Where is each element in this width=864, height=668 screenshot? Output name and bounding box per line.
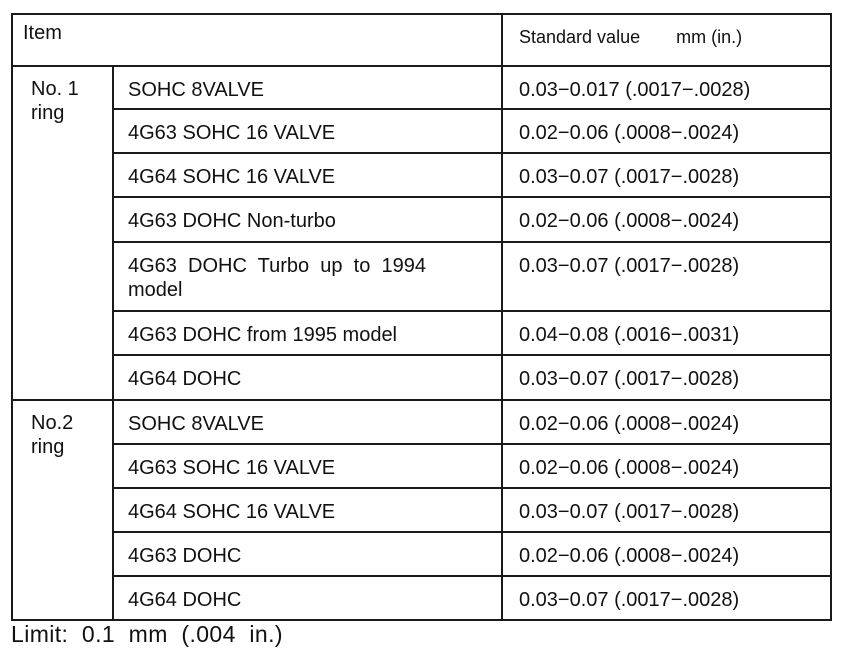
table-row xyxy=(12,311,831,355)
header-unit-label: mm (in.) xyxy=(676,27,743,47)
table-row xyxy=(12,532,831,576)
table-row xyxy=(12,400,831,444)
item-cell: 4G64 DOHC xyxy=(113,576,502,620)
item-cell: 4G64 SOHC 16 VALVE xyxy=(113,153,502,197)
table-row xyxy=(12,576,831,620)
group-label-line2: ring xyxy=(31,102,65,124)
group-label-no2-ring xyxy=(12,400,113,620)
item-cell xyxy=(113,242,502,311)
header-item: Item xyxy=(12,14,502,66)
group-label-line1: No. 1 xyxy=(31,78,79,100)
limit-note: Limit: 0.1 mm (.004 in.) xyxy=(11,621,283,647)
table-row xyxy=(12,197,831,242)
group-label-no1-ring xyxy=(12,66,113,400)
value-cell: 0.03−0.07 (.0017−.0028) xyxy=(502,488,831,532)
item-cell: 4G63 DOHC from 1995 model xyxy=(113,311,502,355)
value-cell: 0.02−0.06 (.0008−.0024) xyxy=(502,532,831,576)
group-label-line2: ring xyxy=(31,436,65,458)
table-row xyxy=(12,153,831,197)
group-label-line1: No.2 xyxy=(31,412,74,434)
item-line2: model xyxy=(128,279,183,301)
table-row xyxy=(12,444,831,488)
value-cell: 0.03−0.07 (.0017−.0028) xyxy=(502,153,831,197)
item-cell: 4G63 DOHC xyxy=(113,532,502,576)
value-cell: 0.03−0.017 (.0017−.0028) xyxy=(502,66,831,109)
value-cell: 0.03−0.07 (.0017−.0028) xyxy=(502,242,831,311)
table-header-row xyxy=(12,14,831,66)
value-cell: 0.02−0.06 (.0008−.0024) xyxy=(502,197,831,242)
header-standard-label: Standard value xyxy=(519,27,641,47)
value-cell: 0.03−0.07 (.0017−.0028) xyxy=(502,355,831,400)
table-row xyxy=(12,488,831,532)
value-cell: 0.03−0.07 (.0017−.0028) xyxy=(502,576,831,620)
table-row xyxy=(12,242,831,311)
table-row xyxy=(12,66,831,109)
value-cell: 0.02−0.06 (.0008−.0024) xyxy=(502,400,831,444)
item-cell: 4G63 DOHC Non-turbo xyxy=(113,197,502,242)
item-cell: 4G64 SOHC 16 VALVE xyxy=(113,488,502,532)
item-cell: SOHC 8VALVE xyxy=(113,66,502,109)
table-row xyxy=(12,109,831,153)
table-row xyxy=(12,355,831,400)
piston-ring-clearance-table xyxy=(11,13,832,621)
header-standard-value xyxy=(502,14,831,66)
value-cell: 0.02−0.06 (.0008−.0024) xyxy=(502,444,831,488)
value-cell: 0.02−0.06 (.0008−.0024) xyxy=(502,109,831,153)
item-line1: 4G63 DOHC Turbo up to 1994 xyxy=(128,255,426,277)
item-cell: 4G63 SOHC 16 VALVE xyxy=(113,109,502,153)
value-cell: 0.04−0.08 (.0016−.0031) xyxy=(502,311,831,355)
item-cell: SOHC 8VALVE xyxy=(113,400,502,444)
item-cell: 4G63 SOHC 16 VALVE xyxy=(113,444,502,488)
item-cell: 4G64 DOHC xyxy=(113,355,502,400)
